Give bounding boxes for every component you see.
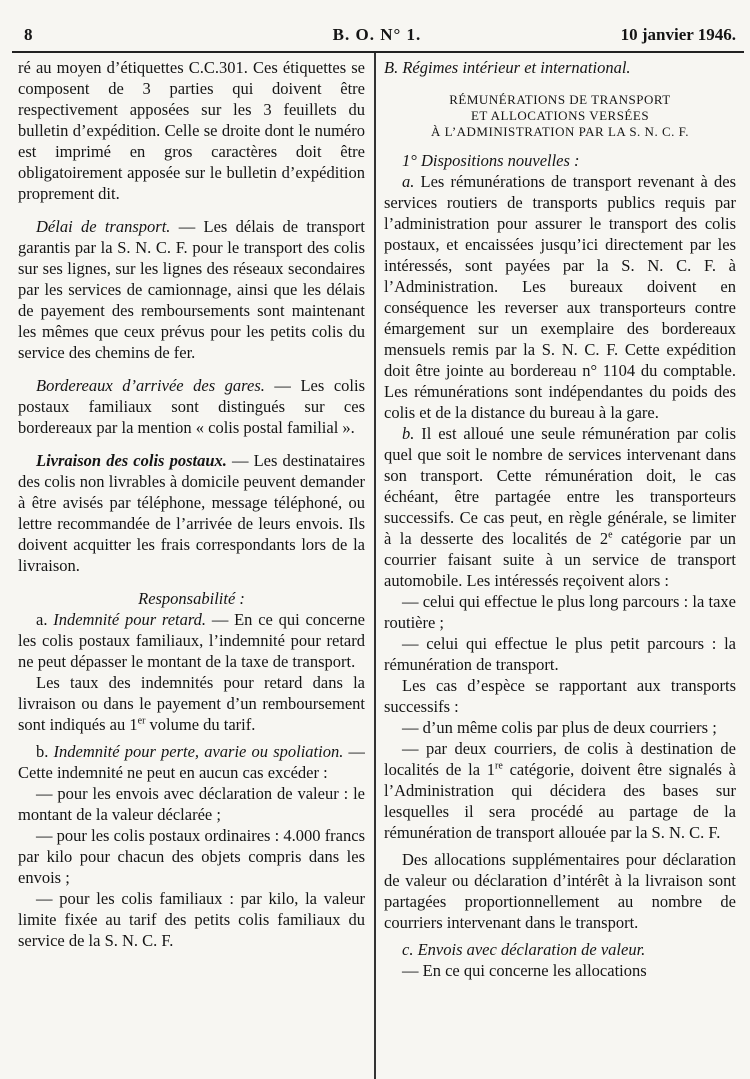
section-title-line: RÉMUNÉRATIONS DE TRANSPORT: [449, 92, 671, 107]
column-divider: [374, 53, 376, 1079]
paragraph-allocations: Des allocations supplémentaires pour déclaration de valeur ou déclaration d’intérêt à la livraison sont partagées proportionnellement au nombre de courriers intervenant dans le transport.: [384, 850, 736, 932]
paragraph-delai: Délai de transport. — Les délais de transport garantis par la S. N. C. F. pour le transport des colis sur ses lignes, sur les lignes des réseaux secondaires par les services de camionnage, ainsi que les délais de payement des remboursements sont maintenant les mêmes que ceux prévus pour les petits colis du service des chemins de fer.: [18, 217, 365, 362]
paragraph-c-envois: c. Envois avec déclaration de valeur.: [402, 940, 646, 959]
paragraph-indemnite-retard: a. Indemnité pour retard. — En ce qui concerne les colis postaux familiaux, l’indemnité pour retard ne peut dépasser le montant de la taxe de transport.: [18, 610, 365, 671]
heading-regimes: B. Régimes intérieur et international.: [384, 58, 631, 77]
list-item: — d’un même colis par plus de deux courriers ;: [402, 718, 717, 737]
list-item: — pour les envois avec déclaration de valeur : le montant de la valeur déclarée ;: [18, 784, 365, 824]
list-item: — celui qui effectue le plus petit parcours : la rémunération de transport.: [384, 634, 736, 674]
paragraph-c-text: — En ce qui concerne les allocations: [402, 961, 647, 980]
heading-bordereaux: Bordereaux d’arrivée des gares.: [36, 376, 265, 395]
section-title-line: ET ALLOCATIONS VERSÉES: [470, 108, 650, 123]
heading-livraison: Livraison des colis postaux.: [36, 451, 227, 470]
heading-indemnite-perte: Indemnité pour perte, avarie ou spoliation.: [53, 742, 344, 761]
paragraph-etiquettes: ré au moyen d’étiquettes C.C.301. Ces étiquettes se composent de 3 parties qui doivent être respectivement apposées sur les 3 feuillets du bulletin d’expédition. Celle se droite dont le numéro est imprimé en gros caractères doit être obligatoirement apposée sur le bulletin d’expédition proprement dit.: [18, 58, 365, 203]
page-number: 8: [24, 25, 33, 44]
paragraph-a-remunerations: a. Les rémunérations de transport revenant à des services routiers de transports publics requis par l’administration pour assurer le transport des colis postaux, et encaissées jusqu’ici directement par les intéressés, sont payées par la S. N. C. F. à l’Administration. Les bureaux doivent en conséquence les reverser aux transporteurs contre émargement sur un exemplaire des bordereaux mensuels remis par la S. N. C. F. Cette expédition doit être jointe au bordereau n° 1104 du comptable. Les rémunérations sont indépendantes du poids des colis et de la distance du bureau à la gare.: [384, 172, 736, 422]
heading-delai: Délai de transport.: [36, 217, 171, 236]
left-column: [18, 57, 365, 951]
page-header: [18, 22, 736, 46]
section-title-line: À L’ADMINISTRATION PAR LA S. N. C. F.: [430, 124, 690, 139]
paragraph-bordereaux: Bordereaux d’arrivée des gares. — Les colis postaux familiaux sont distingués sur ces bordereaux par la mention « colis postal familial ».: [18, 376, 365, 437]
bulletin-title: B. O. N° 1.: [332, 25, 422, 44]
heading-envois: Envois avec déclaration de valeur.: [417, 940, 646, 959]
header-rule: [12, 51, 744, 53]
issue-date: 10 janvier 1946.: [620, 25, 736, 44]
paragraph-taux: Les taux des indemnités pour retard dans la livraison ou dans le payement d’un remboursement sont indiqués au 1er volume du tarif.: [18, 673, 365, 734]
paragraph-b-remuneration: b. Il est alloué une seule rémunération par colis quel que soit le nombre de services intervenant dans son transport. Cette rémunération doit, le cas échéant, être partagée entre les transporteurs successifs. Ce cas peut, en règle générale, se limiter à la desserte des localités de 2e catégorie par un courrier faisant suite à un service de transport automobile. Les intéressés reçoivent alors :: [384, 424, 736, 590]
list-item: — celui qui effectue le plus long parcours : la taxe routière ;: [384, 592, 736, 632]
heading-indemnite-retard: Indemnité pour retard.: [53, 610, 207, 629]
paragraph-livraison: Livraison des colis postaux. — Les destinataires des colis non livrables à domicile peuvent demander à être avisés par téléphone, message téléphoné, ou lettre recommandée de l’arrivée de leurs envois. Ils doivent acquitter les frais correspondants lors de la livraison.: [18, 451, 365, 575]
right-column: [384, 57, 736, 981]
paragraph-cas: Les cas d’espèce se rapportant aux transports successifs :: [384, 676, 736, 716]
paragraph-indemnite-perte: b. Indemnité pour perte, avarie ou spoliation. — Cette indemnité ne peut en aucun cas excéder :: [18, 742, 365, 782]
heading-responsabilite: Responsabilité :: [138, 589, 245, 608]
list-item: — par deux courriers, de colis à destination de localités de la 1re catégorie, doivent être signalés à l’Administration qui décidera des bases sur lesquelles il sera procédé au partage de la rémunération de transport allouée par la S. N. C. F.: [384, 739, 736, 842]
list-item: — pour les colis postaux ordinaires : 4.000 francs par kilo pour chacun des objets compris dans les envois ;: [18, 826, 365, 887]
heading-dispositions: 1° Dispositions nouvelles :: [402, 151, 580, 170]
list-item: — pour les colis familiaux : par kilo, la valeur limite fixée au tarif des petits colis familiaux du service de la S. N. C. F.: [18, 889, 365, 950]
